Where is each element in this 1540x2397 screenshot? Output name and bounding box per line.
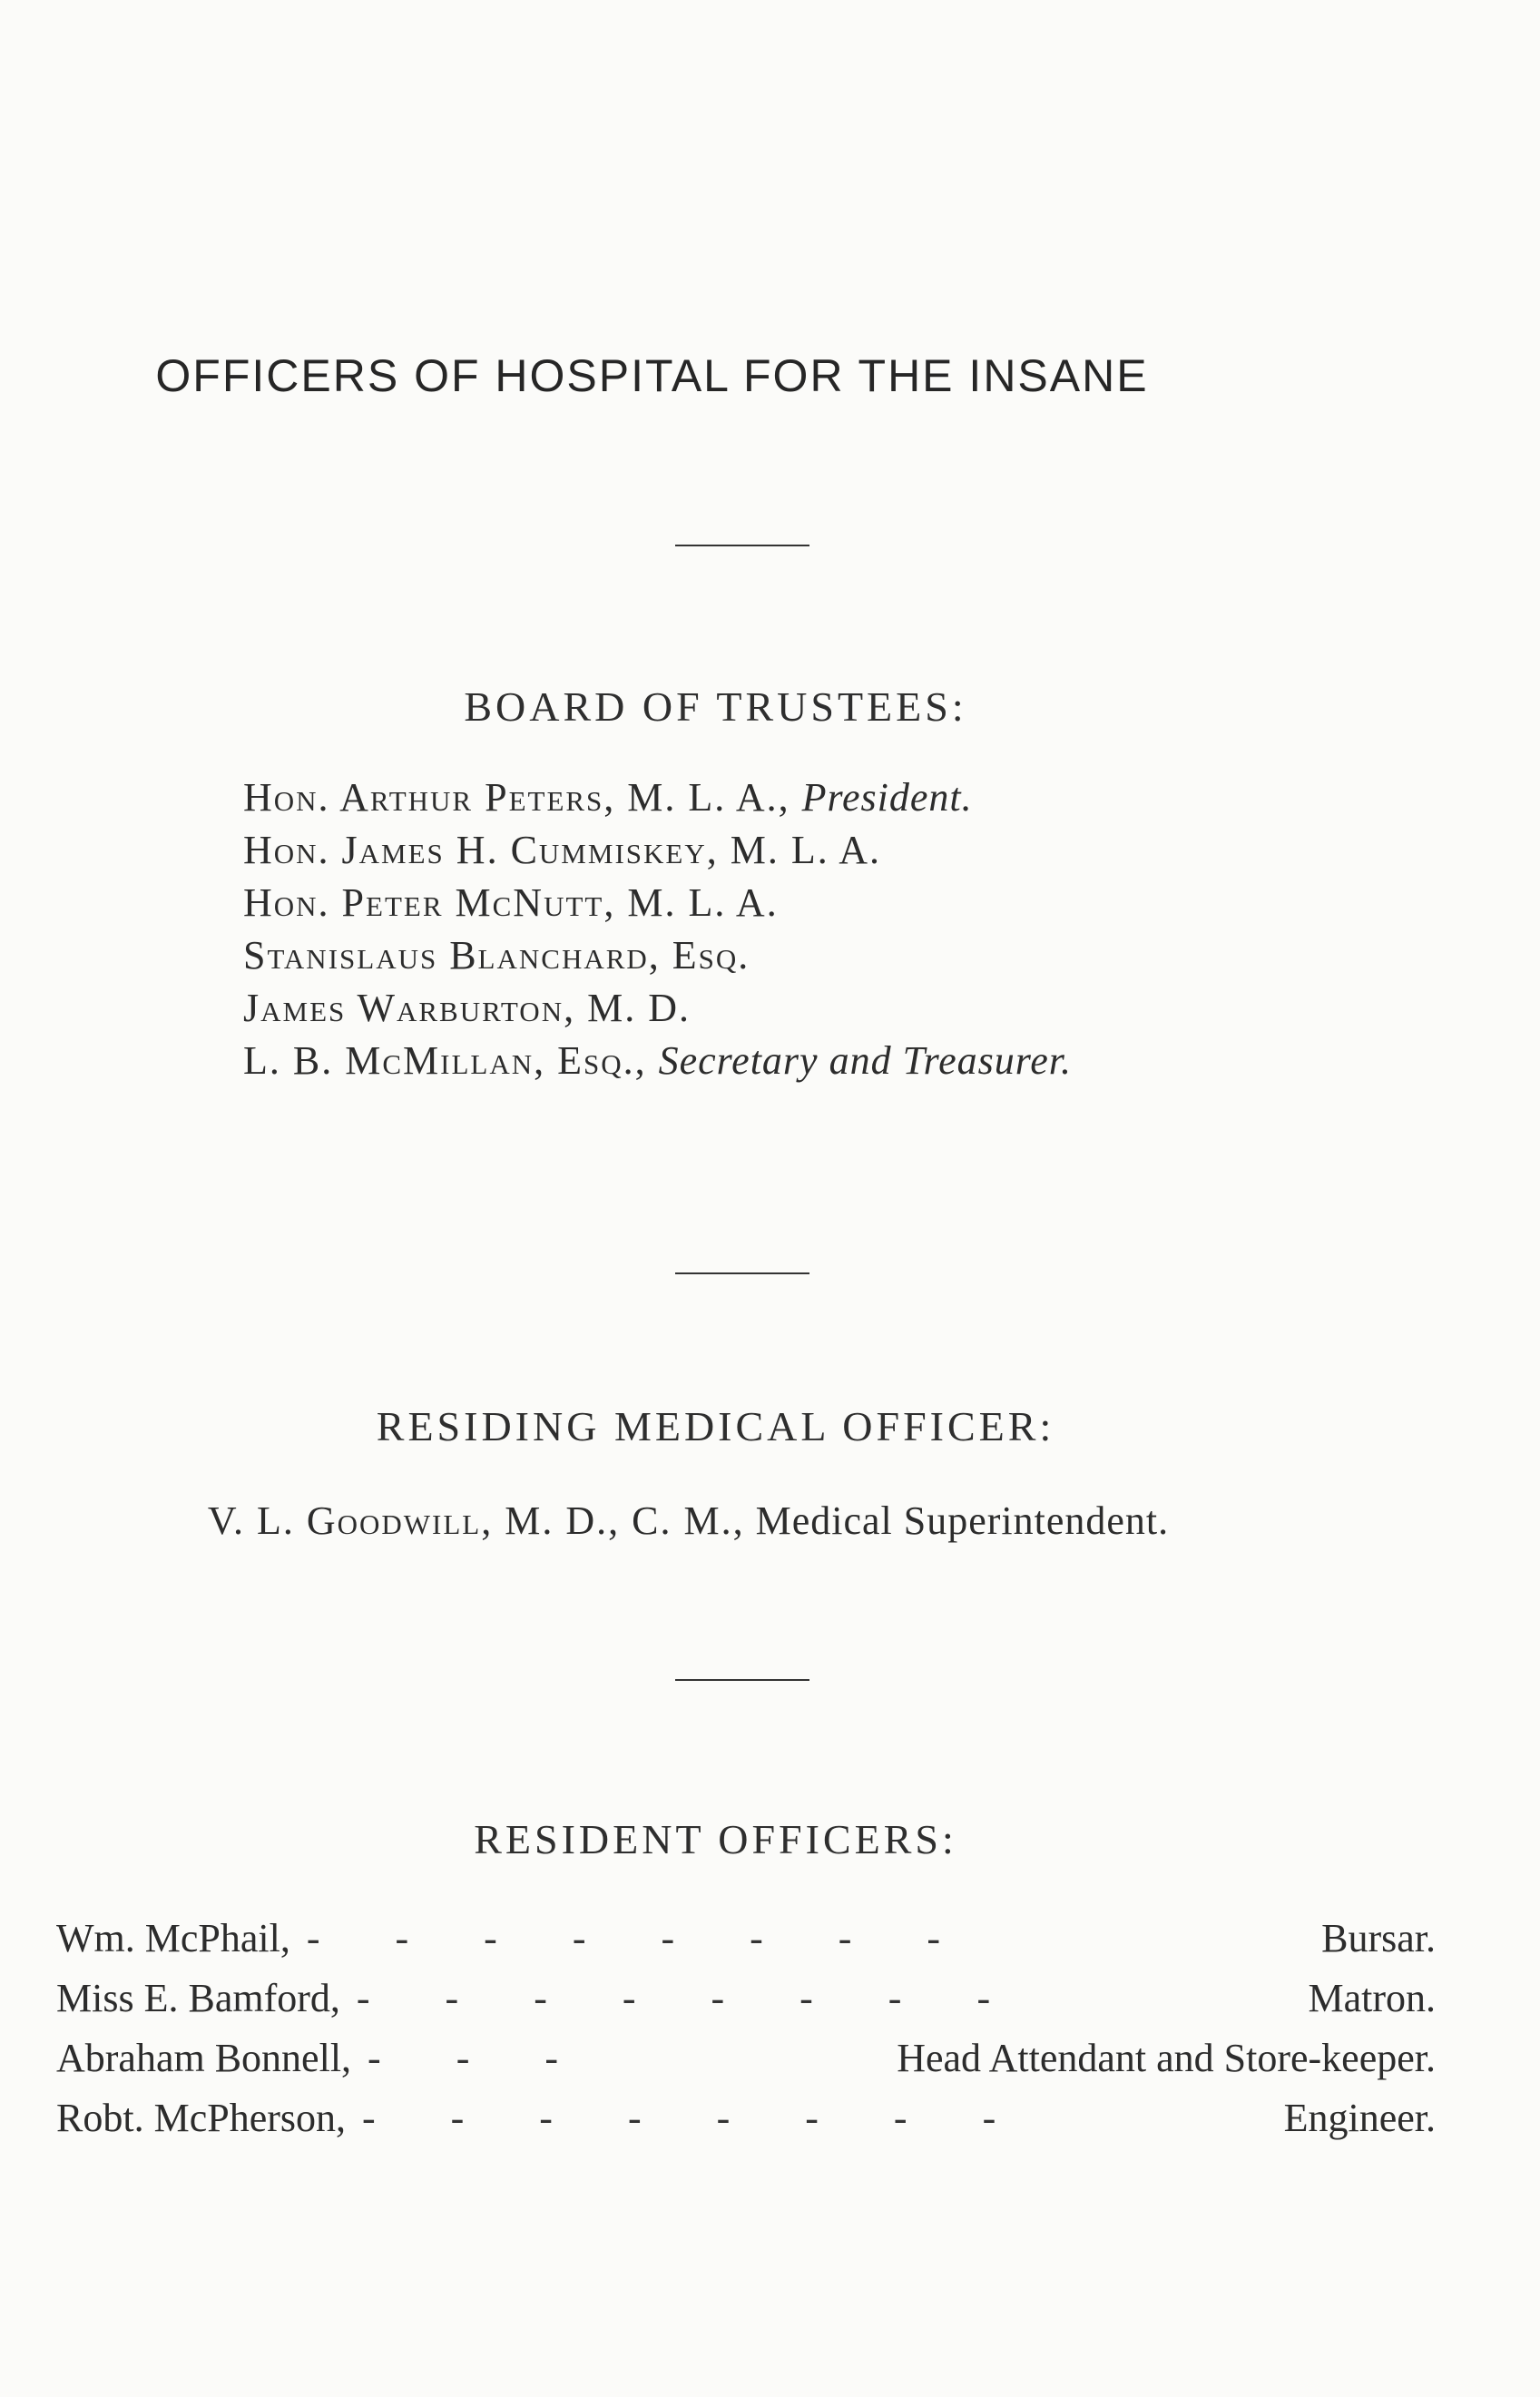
- officer-title: Head Attendant and Store-keeper.: [897, 2036, 1436, 2080]
- officer-name: Abraham Bonnell,: [56, 2036, 352, 2080]
- trustee-item: [243, 982, 1072, 1035]
- officer-row: [56, 1975, 1436, 2035]
- leader-dashes: - - - - - - - -: [356, 1976, 1024, 2020]
- officer-row: [56, 2095, 1436, 2155]
- officer-name: Wm. McPhail,: [56, 1916, 290, 1960]
- resident-officer-list: [56, 1915, 1436, 2155]
- trustee-item: [243, 1035, 1072, 1087]
- board-heading: BOARD OF TRUSTEES:: [464, 683, 967, 730]
- trustee-item: [243, 771, 1072, 824]
- officer-name: Robt. McPherson,: [56, 2096, 346, 2140]
- divider-rule-2: [675, 1272, 809, 1274]
- medical-heading: RESIDING MEDICAL OFFICER:: [376, 1403, 1055, 1449]
- trustee-role: Secretary and Treasurer.: [658, 1038, 1073, 1083]
- medical-officer-line: [0, 1498, 1458, 1544]
- leader-dashes: - - - - - - - -: [306, 1916, 974, 1960]
- medical-officer-title: Medical Superintendent.: [755, 1498, 1170, 1543]
- trustee-name: Hon. James H. Cummiskey, M. L. A.: [243, 828, 882, 872]
- trustee-item: [243, 877, 1072, 929]
- divider-rule-3: [675, 1679, 809, 1681]
- trustee-item: [243, 929, 1072, 982]
- trustee-item: [243, 824, 1072, 877]
- officer-title: Matron.: [1308, 1976, 1436, 2020]
- resident-heading: RESIDENT OFFICERS:: [474, 1816, 957, 1862]
- leader-dashes: - - - - - - - -: [362, 2096, 1029, 2140]
- trustee-list: [243, 771, 1072, 1087]
- trustee-name: James Warburton, M. D.: [243, 986, 691, 1030]
- leader-dashes: - - -: [368, 2036, 592, 2080]
- medical-officer-name: V. L. Goodwill, M. D., C. M.,: [207, 1498, 745, 1543]
- trustee-name: Hon. Arthur Peters, M. L. A.,: [243, 775, 790, 820]
- trustee-name: L. B. McMillan, Esq.,: [243, 1038, 647, 1083]
- trustee-role: President.: [801, 775, 973, 820]
- trustee-name: Hon. Peter McNutt, M. L. A.: [243, 880, 779, 925]
- divider-rule-1: [675, 545, 809, 546]
- page-title: OFFICERS OF HOSPITAL FOR THE INSANE: [155, 350, 1149, 401]
- officer-title: Bursar.: [1321, 1916, 1436, 1960]
- officer-title: Engineer.: [1283, 2096, 1436, 2140]
- officer-row: [56, 1915, 1436, 1975]
- trustee-name: Stanislaus Blanchard, Esq.: [243, 933, 750, 977]
- officer-name: Miss E. Bamford,: [56, 1976, 340, 2020]
- officer-row: [56, 2035, 1436, 2095]
